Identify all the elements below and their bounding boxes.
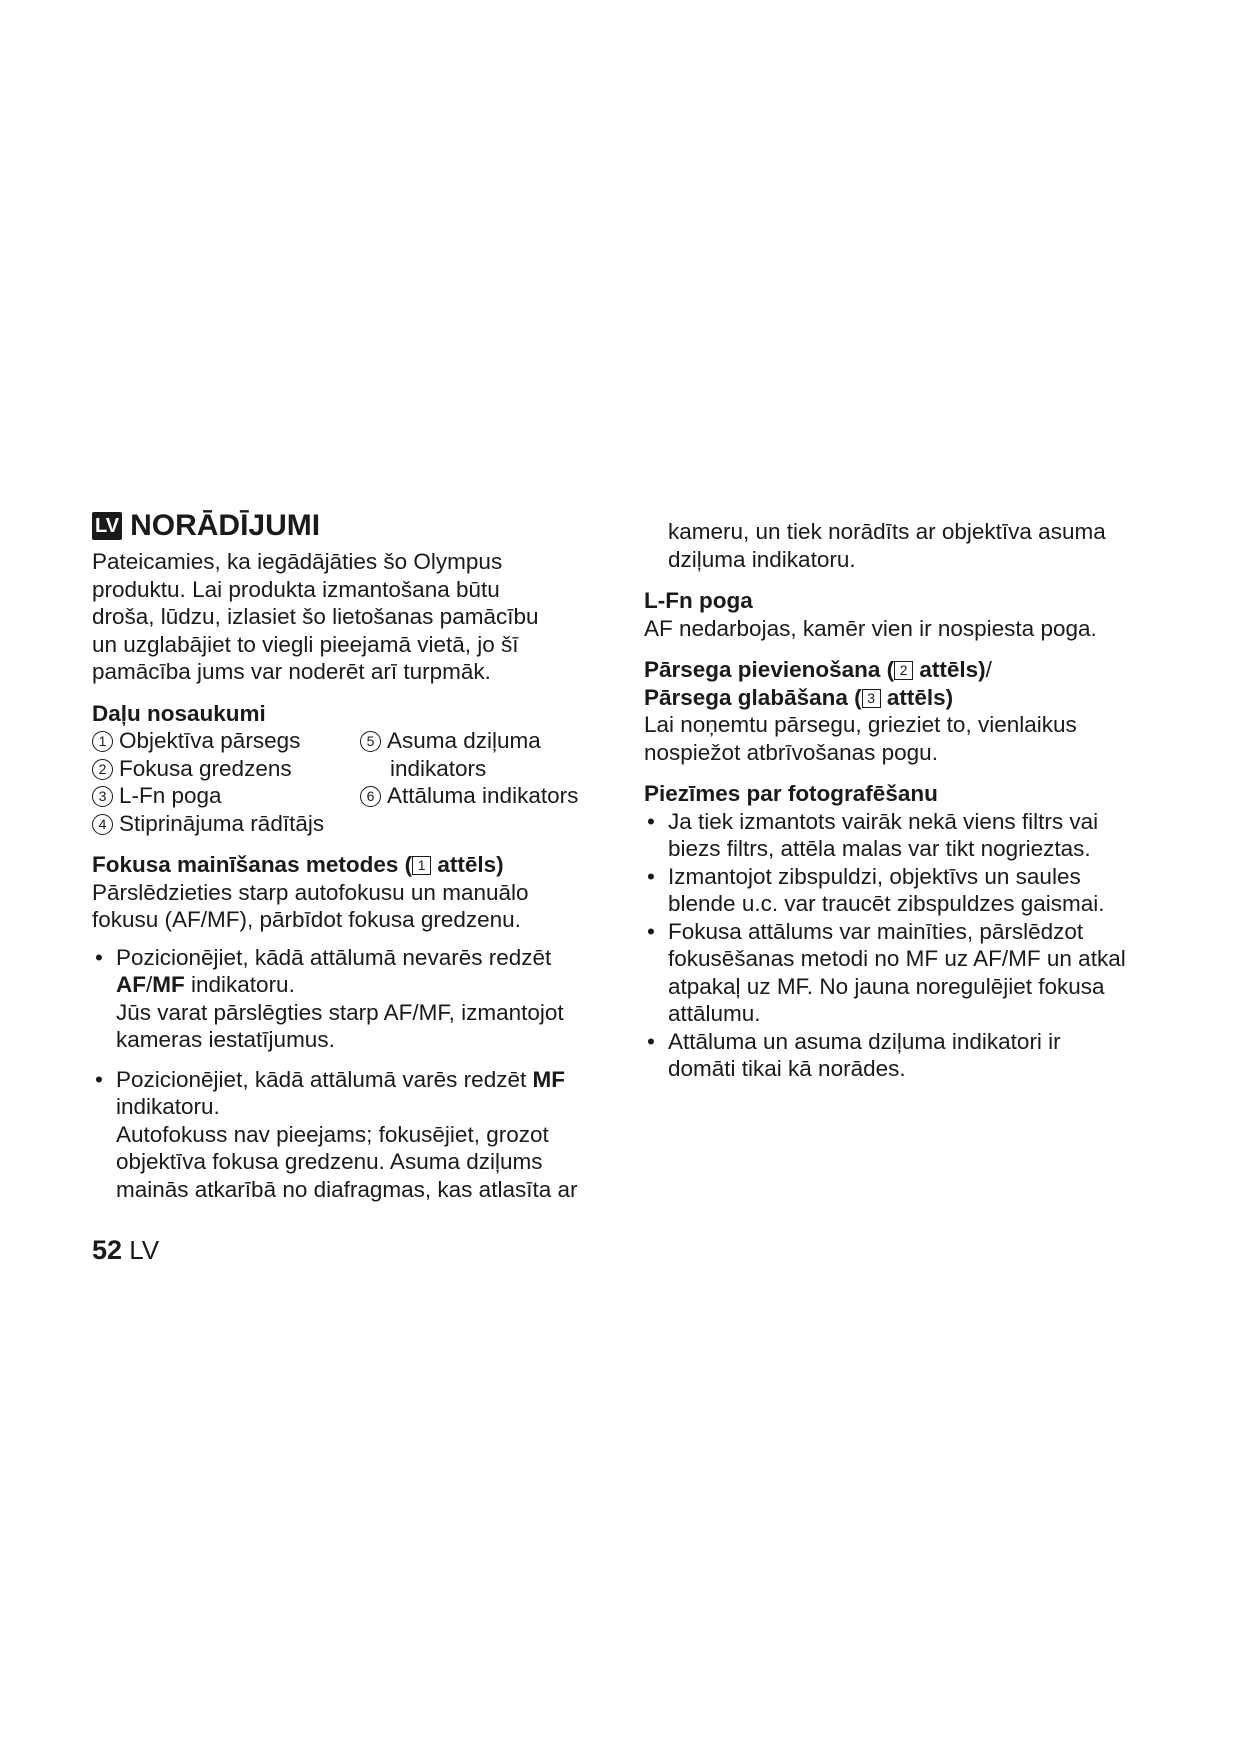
bullet-item: • Pozicionējiet, kādā attālumā varēs redzēt MF indikatoru. Autofokuss nav pieejams; fokusējiet, grozot objektīva fokusa gredzenu. Asuma dziļums mainās atkarībā no diafragmas, kas atlasīta ar [92,1066,612,1204]
number-marker: 6 [360,786,381,807]
language-code: LV [129,1235,160,1265]
cap-body-line: Lai noņemtu pārsegu, grieziet to, vienlaikus [644,712,1077,737]
part-item [360,727,600,755]
lfn-body: AF nedarbojas, kamēr vien ir nospiesta poga. [644,615,1097,641]
number-marker: 2 [92,759,113,780]
part-item [92,727,360,755]
number-marker: 4 [92,814,113,835]
part-label: Attāluma indikators [387,783,579,808]
part-item [92,810,360,838]
cap-body-line: nospiežot atbrīvošanas pogu. [644,739,938,765]
focus-heading: Fokusa mainīšanas metodes ( 1 attēls) [92,852,504,877]
part-label: L-Fn poga [119,783,222,808]
left-column [92,508,612,1215]
bullet-item: • Izmantojot zibspuldzi, objektīvs un saules blende u.c. var traucēt zibspuldzes gaismai. [644,863,1164,918]
intro-line: pamācība jums var noderēt arī turpmāk. [92,659,491,684]
part-label: Stiprinājuma rādītājs [119,810,325,836]
figure-ref: 3 [862,689,881,708]
part-label: Fokusa gredzens [119,755,292,781]
bullet-item: • Attāluma un asuma dziļuma indikatori ir domāti tikai kā norādes. [644,1028,1164,1083]
intro-line: un uzglabājiet to viegli pieejamā vietā, jo šī [92,631,519,657]
number-marker: 5 [360,731,381,752]
figure-ref: 1 [412,856,431,875]
cap-heading: Pārsega pievienošana ( 2 attēls)/ [644,657,992,682]
part-label-continued: indikators [390,755,487,781]
cap-heading: Pārsega glabāšana ( 3 attēls) [644,684,954,710]
focus-bullet-continued [644,518,1164,573]
right-column [644,518,1164,1083]
focus-body-line: fokusu (AF/MF), pārbīdot fokusa gredzenu. [92,907,521,932]
language-badge: LV [92,512,122,540]
parts-heading: Daļu nosaukumi [92,700,266,726]
number-marker: 1 [92,731,113,752]
parts-list [92,727,612,837]
number-marker: 3 [92,786,113,807]
intro-line: Pateicamies, ka iegādājāties šo Olympus [92,549,503,574]
intro-line: droša, lūdzu, izlasiet šo lietošanas pamācību [92,604,539,629]
bullet-item: • Ja tiek izmantots vairāk nekā viens filtrs vai biezs filtrs, attēla malas var tikt nogrieztas. [644,808,1164,863]
page-footer [92,1235,159,1265]
part-item [92,782,360,810]
bullet-item: • Pozicionējiet, kādā attālumā nevarēs redzēt AF/MF indikatoru. Jūs varat pārslēgties starp AF/MF, izmantojot kameras iestatījumus. [92,944,612,1054]
notes-bullets [644,808,1164,1083]
page-number: 52 [92,1235,123,1265]
part-item [360,782,600,810]
focus-bullets [92,944,612,1204]
focus-body-line: Pārslēdzieties starp autofokusu un manuālo [92,879,529,905]
bullet-item: • Fokusa attālums var mainīties, pārslēdzot fokusēšanas metodi no MF uz AF/MF un atkal atpakaļ uz MF. No jauna noregulējiet fokusa attālumu. [644,918,1164,1028]
part-label: Asuma dziļuma [387,728,541,753]
part-label: Objektīva pārsegs [119,728,301,753]
bullet-continuation: kameru, un tiek norādīts ar objektīva asuma dziļuma indikatoru. [668,519,1106,572]
figure-ref: 2 [894,661,913,680]
section-title [92,508,612,544]
lfn-heading: L-Fn poga [644,588,753,613]
notes-heading: Piezīmes par fotografēšanu [644,781,938,806]
part-item [92,755,360,783]
page-title: NORĀDĪJUMI [130,509,321,542]
intro-line: produktu. Lai produkta izmantošana būtu [92,576,500,602]
